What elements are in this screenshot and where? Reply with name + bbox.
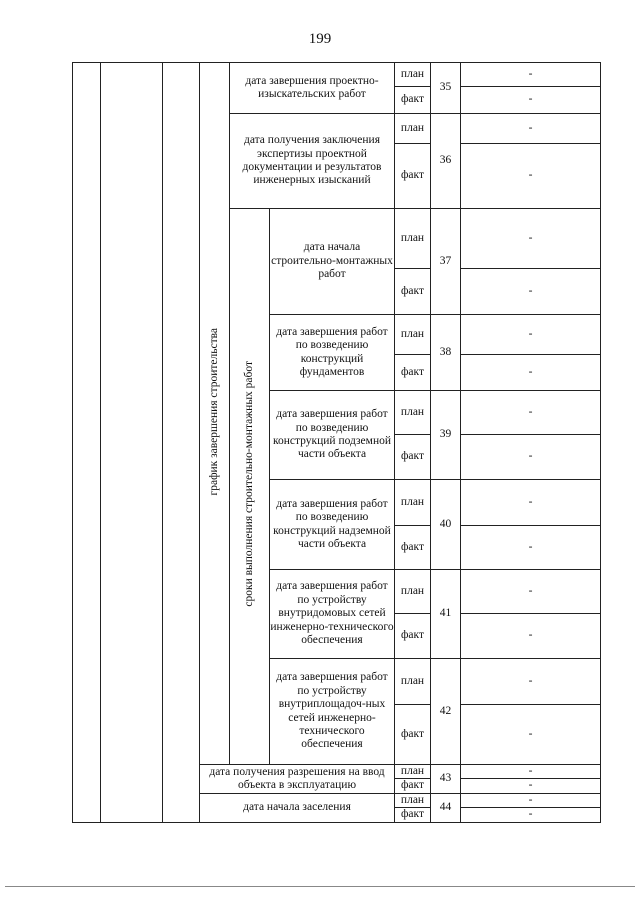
schedule-vertical-cell [200,63,230,765]
plan-label: план [395,570,431,614]
fact-label: факт [395,526,431,570]
fact-label: факт [395,614,431,659]
row-number: 35 [431,63,461,114]
row-number: 37 [431,209,461,315]
plan-label: план [395,765,431,779]
row-label: дата завершения работ по устройству внутриплощадоч-ных сетей инженерно-технического обеспечения [270,659,395,765]
plan-label: план [395,793,431,807]
row-label: дата завершения работ по возведению конструкций подземной части объекта [270,391,395,480]
bottom-divider [5,886,635,887]
fact-value: - [461,779,601,793]
fact-value: - [461,435,601,480]
row-label: дата завершения работ по устройству внутридомовых сетей инженерно-технического обеспечения [270,570,395,659]
fact-label: факт [395,144,431,209]
empty-column-2 [101,63,163,823]
row-number: 39 [431,391,461,480]
row-label: дата завершения проектно-изыскательских работ [230,63,395,114]
plan-value: - [461,659,601,705]
fact-label: факт [395,705,431,765]
plan-value: - [461,391,601,435]
plan-value: - [461,793,601,807]
fact-label: факт [395,87,431,114]
fact-value: - [461,705,601,765]
fact-label: факт [395,435,431,480]
fact-label: факт [395,779,431,793]
plan-label: план [395,114,431,144]
plan-label: план [395,391,431,435]
plan-value: - [461,114,601,144]
plan-value: - [461,765,601,779]
empty-column-3 [163,63,200,823]
fact-value: - [461,808,601,822]
row-label: дата завершения работ по возведению конструкций надземной части объекта [270,480,395,570]
fact-value: - [461,144,601,209]
row-number: 43 [431,765,461,794]
empty-column-1 [73,63,101,823]
fact-value: - [461,87,601,114]
plan-value: - [461,570,601,614]
plan-label: план [395,209,431,269]
row-number: 41 [431,570,461,659]
plan-value: - [461,209,601,269]
row-number: 44 [431,793,461,822]
schedule-vertical-label: график завершения строительства [207,327,220,496]
row-label: дата получения разрешения на ввод объекта в эксплуатацию [200,765,395,794]
fact-label: факт [395,808,431,822]
row-number: 38 [431,315,461,391]
plan-label: план [395,480,431,526]
row-label: дата начала строительно-монтажных работ [270,209,395,315]
row-label: дата завершения работ по возведению конструкций фундаментов [270,315,395,391]
row-label: дата начала заселения [200,793,395,822]
plan-label: план [395,315,431,355]
fact-value: - [461,355,601,391]
fact-value: - [461,269,601,315]
construction-terms-vertical-cell [230,209,270,765]
plan-label: план [395,659,431,705]
row-number: 40 [431,480,461,570]
fact-label: факт [395,355,431,391]
plan-value: - [461,315,601,355]
row-number: 42 [431,659,461,765]
schedule-table [72,62,601,823]
plan-value: - [461,63,601,87]
plan-label: план [395,63,431,87]
fact-label: факт [395,269,431,315]
plan-value: - [461,480,601,526]
fact-value: - [461,526,601,570]
row-label: дата получения заключения экспертизы проектной документации и результатов инженерных изысканий [230,114,395,209]
construction-terms-vertical-label: сроки выполнения строительно-монтажных работ [242,361,255,608]
row-number: 36 [431,114,461,209]
fact-value: - [461,614,601,659]
page-number: 199 [308,31,332,47]
table-row [73,63,601,87]
